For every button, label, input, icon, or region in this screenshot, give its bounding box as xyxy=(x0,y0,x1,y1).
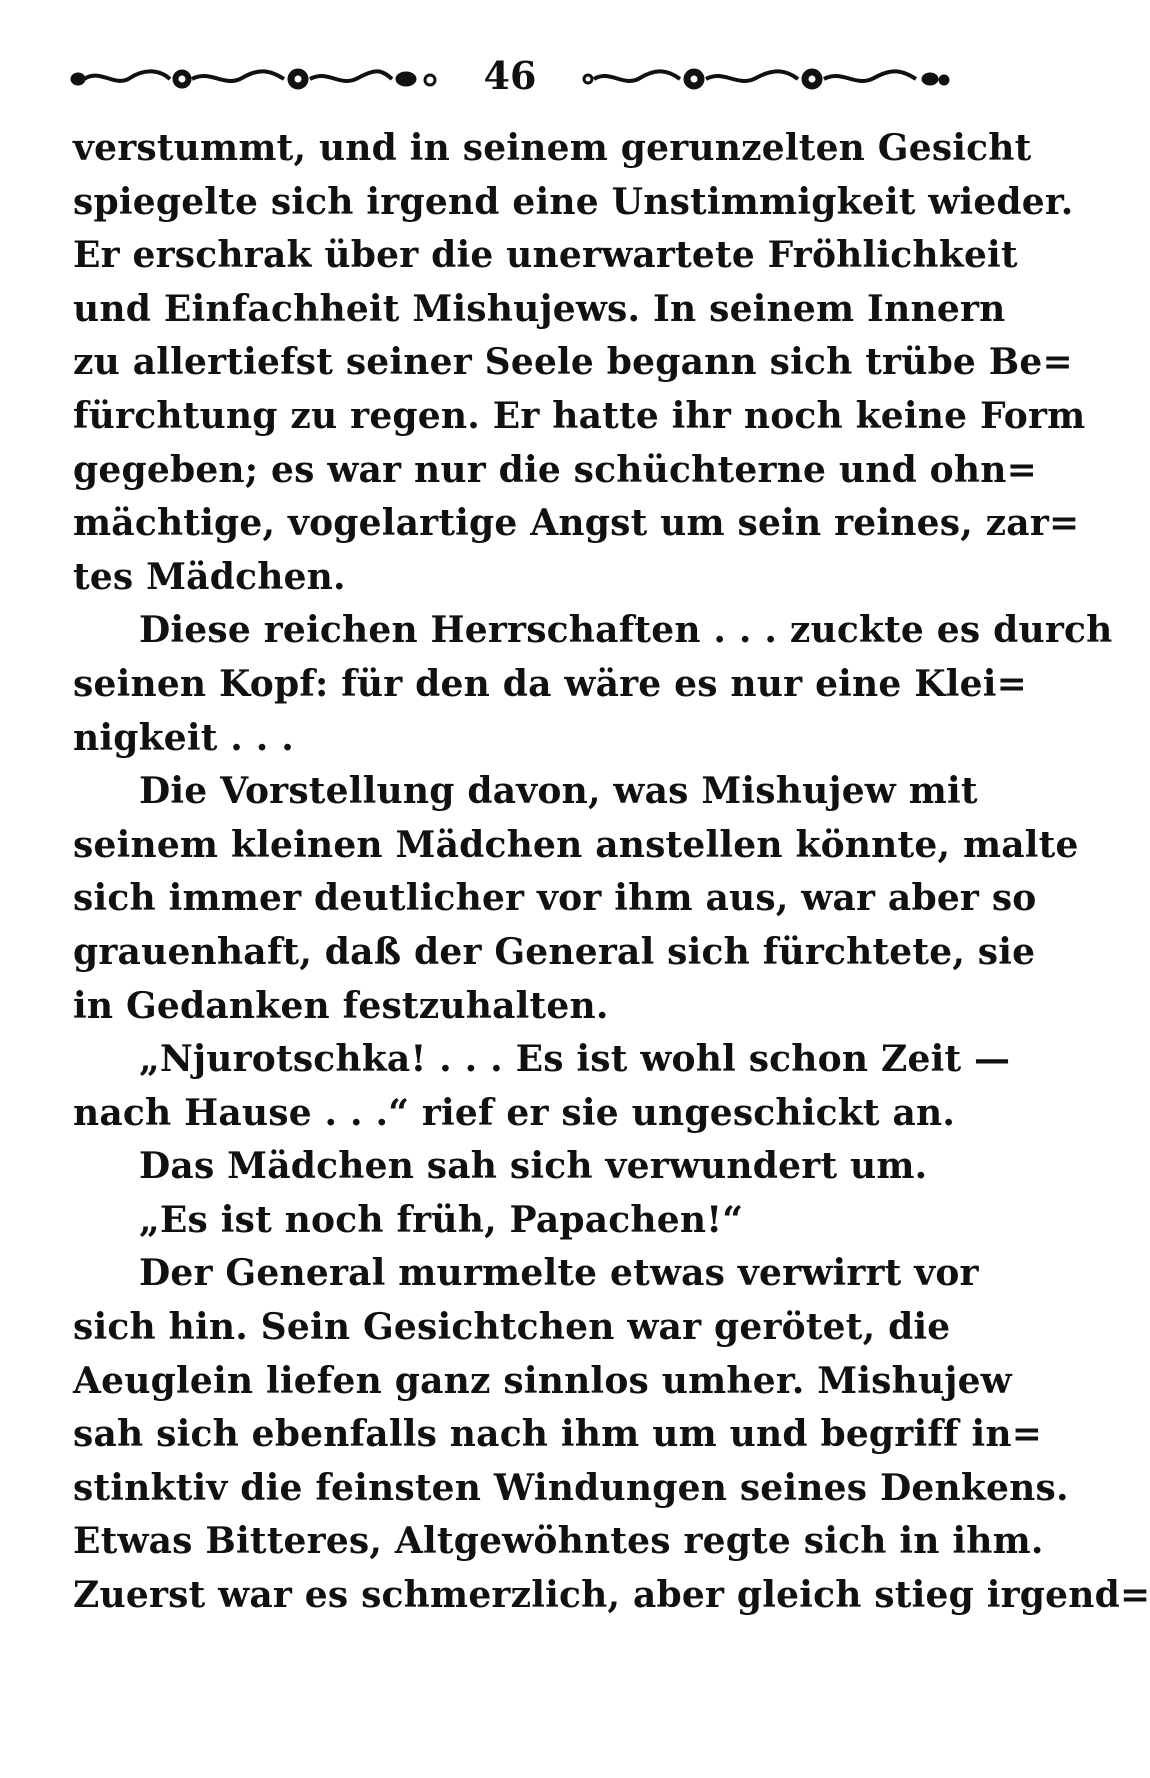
ornament-left-icon xyxy=(70,66,440,92)
paragraph xyxy=(73,1247,1150,1622)
ornament-right-icon xyxy=(582,66,950,92)
paragraph xyxy=(73,1194,943,1248)
page-number: 46 xyxy=(483,53,537,98)
text-line: Zuerst war es schmerzlich, aber gleich stieg irgend= xyxy=(73,1574,1150,1617)
text-line: Aeuglein liefen ganz sinnlos umher. Mishujew xyxy=(73,1359,1012,1402)
text-line: seinem kleinen Mädchen anstellen könnte, malte xyxy=(73,823,1079,866)
text-line: zu allertiefst seiner Seele begann sich trübe Be= xyxy=(73,341,1073,384)
text-line: sich hin. Sein Gesichtchen war gerötet, die xyxy=(73,1306,951,1349)
text-line: und Einfachheit Mishujews. In seinem Innern xyxy=(73,287,1006,330)
text-line: fürchtung zu regen. Er hatte ihr noch keine Form xyxy=(73,394,1086,437)
page-header xyxy=(70,52,950,102)
paragraph xyxy=(73,765,1079,1033)
text-line: Diese reichen Herrschaften . . . zuckte es durch xyxy=(139,609,1113,652)
text-line: Etwas Bitteres, Altgewöhntes regte sich in ihm. xyxy=(73,1520,1044,1563)
text-line: Der General murmelte etwas verwirrt vor xyxy=(139,1252,979,1295)
text-line: grauenhaft, daß der General sich fürchtete, sie xyxy=(73,930,1036,973)
text-line: verstummt, und in seinem gerunzelten Gesicht xyxy=(73,127,1032,169)
body-text xyxy=(73,122,1150,1623)
text-line: mächtige, vogelartige Angst um sein reines, zar= xyxy=(73,502,1080,545)
text-line: Er erschrak über die unerwartete Fröhlichkeit xyxy=(73,234,1018,277)
paragraph xyxy=(73,1033,1011,1140)
text-line: nach Hause . . .“ rief er sie ungeschickt an. xyxy=(73,1091,956,1134)
paragraph xyxy=(73,604,1113,765)
text-line: „Njurotschka! . . . Es ist wohl schon Zeit — xyxy=(139,1038,1011,1081)
text-line: Das Mädchen sah sich verwundert um. xyxy=(139,1145,928,1188)
paragraph xyxy=(73,122,1086,604)
text-line: tes Mädchen. xyxy=(73,555,346,598)
text-line: sich immer deutlicher vor ihm aus, war aber so xyxy=(73,877,1037,920)
paragraph xyxy=(73,1140,943,1194)
text-line: nigkeit . . . xyxy=(73,716,294,759)
text-line: gegeben; es war nur die schüchterne und ohn= xyxy=(73,448,1037,491)
text-line: „Es ist noch früh, Papachen!“ xyxy=(139,1198,744,1241)
text-line: seinen Kopf: für den da wäre es nur eine Klei= xyxy=(73,662,1027,705)
text-line: in Gedanken festzuhalten. xyxy=(73,984,609,1027)
text-line: stinktiv die feinsten Windungen seines Denkens. xyxy=(73,1466,1069,1509)
text-line: sah sich ebenfalls nach ihm um und begriff in= xyxy=(73,1413,1043,1456)
text-line: Die Vorstellung davon, was Mishujew mit xyxy=(139,770,978,813)
text-line: spiegelte sich irgend eine Unstimmigkeit wieder. xyxy=(73,180,1074,223)
